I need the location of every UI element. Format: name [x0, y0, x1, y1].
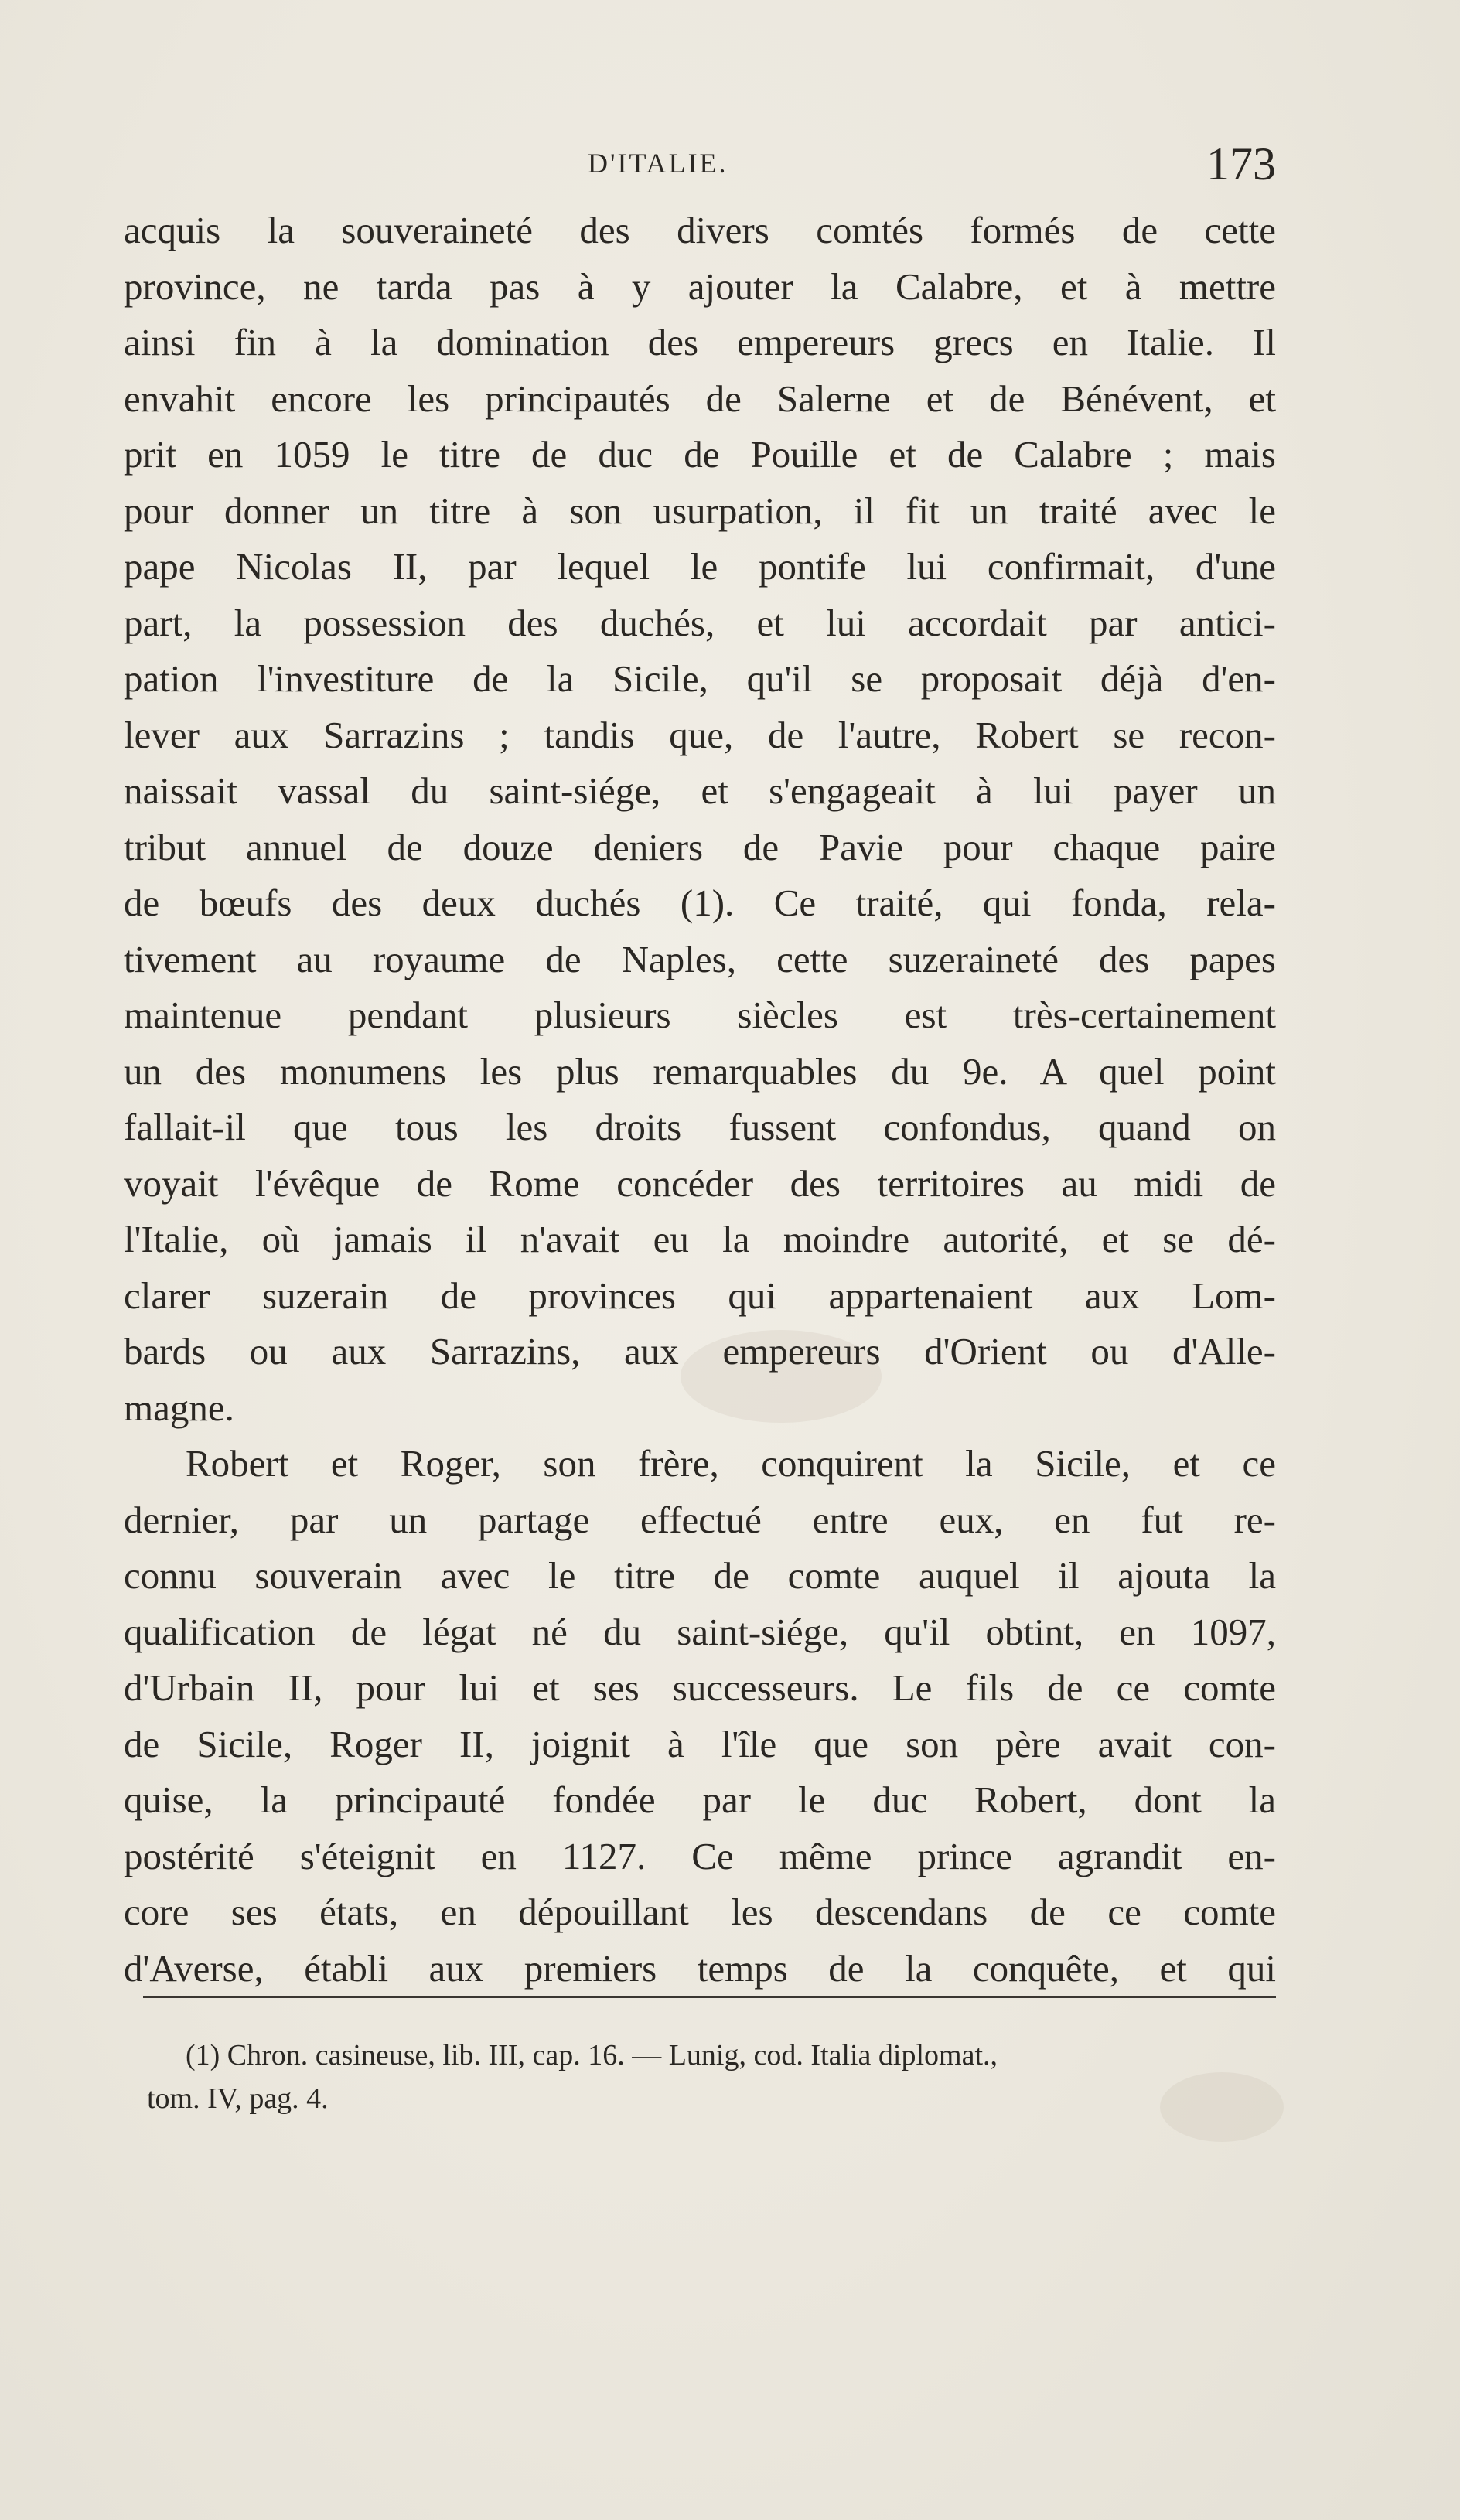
text-line: de bœufs des deux duchés (1). Ce traité, qui fonda, rela-: [124, 881, 1276, 924]
footnote: [147, 2034, 1276, 2120]
text-line: bards ou aux Sarrazins, aux empereurs d'Orient ou d'Alle-: [124, 1330, 1276, 1373]
text-line: Robert et Roger, son frère, conquirent la Sicile, et ce: [186, 1442, 1276, 1485]
text-line: d'Urbain II, pour lui et ses successeurs. Le fils de ce comte: [124, 1666, 1276, 1709]
text-line: pation l'investiture de la Sicile, qu'il se proposait déjà d'en-: [124, 657, 1276, 700]
text-line: quise, la principauté fondée par le duc Robert, dont la: [124, 1778, 1276, 1821]
text-line: pour donner un titre à son usurpation, il fit un traité avec le: [124, 489, 1276, 532]
footnote-rule: [143, 1996, 1276, 1998]
text-line: connu souverain avec le titre de comte auquel il ajouta la: [124, 1554, 1276, 1597]
text-line: maintenue pendant plusieurs siècles est très-certainement: [124, 994, 1276, 1036]
text-line: dernier, par un partage effectué entre eux, en fut re-: [124, 1498, 1276, 1541]
text-line: pape Nicolas II, par lequel le pontife lui confirmait, d'une: [124, 545, 1276, 588]
text-line: core ses états, en dépouillant les descendans de ce comte: [124, 1891, 1276, 1933]
text-line: voyait l'évêque de Rome concéder des territoires au midi de: [124, 1161, 1276, 1205]
text-line: lever aux Sarrazins ; tandis que, de l'autre, Robert se recon-: [124, 713, 1276, 756]
text-line: part, la possession des duchés, et lui accordait par antici-: [124, 601, 1276, 644]
running-head: [124, 138, 1276, 199]
footnote-line: (1) Chron. casineuse, lib. III, cap. 16. — Lunig, cod. Italia diplomat.,: [186, 2039, 998, 2072]
text-line: qualification de légat né du saint-siége, qu'il obtint, en 1097,: [124, 1610, 1276, 1653]
body-text: [124, 203, 1276, 1997]
text-line: clarer suzerain de provinces qui appartenaient aux Lom-: [124, 1274, 1276, 1317]
text-line: d'Averse, établi aux premiers temps de la conquête, et qui: [124, 1946, 1276, 1990]
text-line: magne.: [124, 1386, 234, 1429]
text-line: tribut annuel de douze deniers de Pavie pour chaque paire: [124, 825, 1276, 868]
running-title: D'ITALIE.: [588, 148, 728, 179]
text-line: envahit encore les principautés de Salerne et de Bénévent, et: [124, 377, 1276, 420]
text-line: ainsi fin à la domination des empereurs grecs en Italie. Il: [124, 321, 1276, 363]
text-line: province, ne tarda pas à y ajouter la Calabre, et à mettre: [124, 264, 1276, 308]
text-line: tivement au royaume de Naples, cette suzeraineté des papes: [124, 937, 1276, 980]
footnote-line: tom. IV, pag. 4.: [147, 2082, 329, 2115]
text-line: acquis la souveraineté des divers comtés formés de cette: [124, 209, 1276, 251]
text-line: un des monumens les plus remarquables du 9e. A quel point: [124, 1049, 1276, 1093]
text-line: l'Italie, où jamais il n'avait eu la moindre autorité, et se dé-: [124, 1218, 1276, 1260]
text-line: postérité s'éteignit en 1127. Ce même prince agrandit en-: [124, 1834, 1276, 1877]
page-number: 173: [1206, 138, 1276, 189]
text-line: prit en 1059 le titre de duc de Pouille et de Calabre ; mais: [124, 433, 1276, 476]
text-line: naissait vassal du saint-siége, et s'engageait à lui payer un: [124, 769, 1276, 812]
text-line: fallait-il que tous les droits fussent confondus, quand on: [124, 1106, 1276, 1148]
text-line: de Sicile, Roger II, joignit à l'île que son père avait con-: [124, 1722, 1276, 1765]
